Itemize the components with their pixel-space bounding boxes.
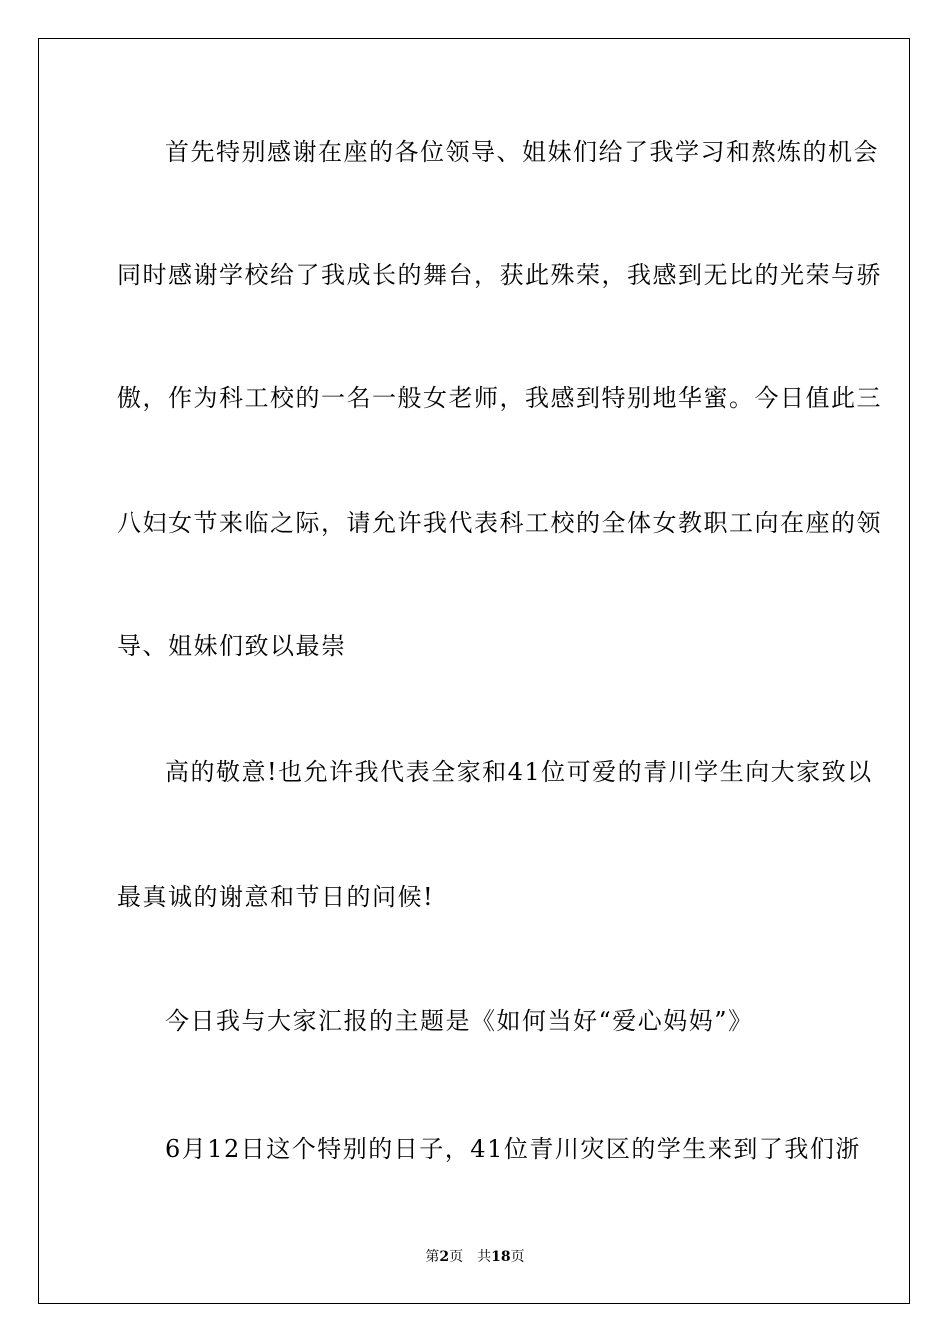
page-border (38, 38, 910, 1304)
paragraph-line-5: 导、姐妹们致以最崇 (117, 632, 347, 660)
paragraph-line-6: 高的敬意!也允许我代表全家和41位可爱的青川学生向大家致以 (165, 758, 873, 786)
paragraph-line-8: 今日我与大家汇报的主题是《如何当好“爱心妈妈”》 (165, 1007, 754, 1035)
footer-page-prefix: 第 (425, 1249, 440, 1265)
paragraph-line-1: 首先特别感谢在座的各位领导、姐妹们给了我学习和熬炼的机会 (165, 138, 879, 166)
footer-page-suffix: 页 (449, 1249, 464, 1265)
footer-total-prefix: 共 (477, 1249, 492, 1265)
footer-total-pages: 18 (491, 1249, 511, 1265)
paragraph-line-3: 傲，作为科工校的一名一般女老师，我感到特别地华蜜。今日值此三 (117, 384, 882, 412)
paragraph-line-7: 最真诚的谢意和节日的问候! (117, 883, 435, 911)
footer-total-suffix: 页 (510, 1249, 525, 1265)
paragraph-line-9: 6月12日这个特别的日子，41位青川灾区的学生来到了我们浙 (165, 1135, 861, 1163)
paragraph-line-4: 八妇女节来临之际，请允许我代表科工校的全体女教职工向在座的领 (117, 509, 882, 537)
footer-page-number: 2 (439, 1249, 450, 1265)
paragraph-line-2: 同时感谢学校给了我成长的舞台，获此殊荣，我感到无比的光荣与骄 (117, 261, 882, 289)
page-footer (0, 1247, 950, 1267)
